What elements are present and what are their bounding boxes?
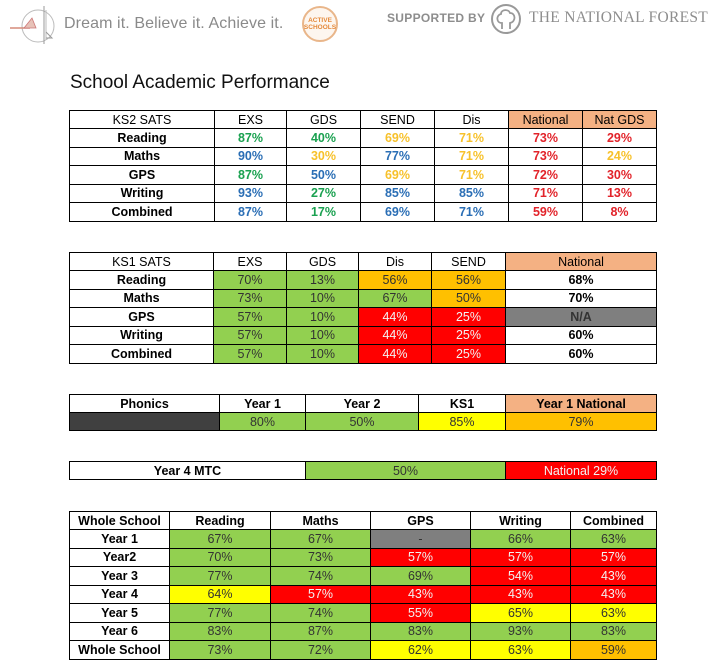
table-cell: 87% — [271, 622, 371, 641]
table-cell: 83% — [170, 622, 271, 641]
column-header: Year 1 National — [506, 395, 657, 413]
table-cell: 67% — [271, 530, 371, 549]
column-header: Maths — [271, 512, 371, 530]
table-cell: 73% — [271, 548, 371, 567]
table-cell: 85% — [435, 184, 509, 203]
column-header: KS1 SATS — [70, 253, 214, 271]
table-cell: 73% — [214, 289, 287, 308]
table-cell: 57% — [571, 548, 657, 567]
active-logo-line-2: SCHOOLS — [303, 24, 337, 31]
table-cell: 93% — [215, 184, 287, 203]
table-cell: - — [371, 530, 471, 549]
table-cell: 74% — [271, 604, 371, 623]
school-logo-icon — [8, 4, 60, 46]
table-row — [70, 530, 657, 549]
table-header-row — [70, 512, 657, 530]
column-header: KS2 SATS — [70, 111, 215, 129]
table-cell: 43% — [571, 585, 657, 604]
tree-icon — [490, 3, 522, 35]
column-header: Reading — [170, 512, 271, 530]
table-cell: 50% — [306, 462, 506, 480]
table-row — [70, 308, 657, 327]
table-row — [70, 622, 657, 641]
table-cell: 74% — [271, 567, 371, 586]
table-cell: 10% — [287, 345, 359, 364]
table-cell: 57% — [271, 585, 371, 604]
table-row — [70, 462, 657, 480]
table-row — [70, 184, 657, 203]
table-cell: 63% — [571, 604, 657, 623]
table-cell: 69% — [371, 567, 471, 586]
table-cell: 87% — [215, 129, 287, 148]
table-cell: 69% — [361, 166, 435, 185]
table-cell: 44% — [359, 345, 432, 364]
supported-by-label: SUPPORTED BY — [387, 11, 486, 25]
table-cell: 70% — [506, 289, 657, 308]
column-header: EXS — [215, 111, 287, 129]
table-row — [70, 203, 657, 222]
table-cell: 90% — [215, 147, 287, 166]
partner-name: THE NATIONAL FOREST — [529, 9, 709, 26]
table-cell: 24% — [583, 147, 657, 166]
table-cell: 57% — [214, 326, 287, 345]
table-cell: 77% — [170, 604, 271, 623]
table-cell: 50% — [432, 289, 506, 308]
column-header: Writing — [471, 512, 571, 530]
table-cell: 59% — [509, 203, 583, 222]
column-header: GDS — [287, 111, 361, 129]
row-label: Whole School — [70, 641, 170, 660]
table-cell: 27% — [287, 184, 361, 203]
table-cell: 17% — [287, 203, 361, 222]
table-cell: 87% — [215, 166, 287, 185]
row-label: Year2 — [70, 548, 170, 567]
column-header: Year 2 — [306, 395, 419, 413]
phonics-table — [69, 394, 657, 431]
table-header-row — [70, 395, 657, 413]
table-row — [70, 129, 657, 148]
table-cell: 67% — [359, 289, 432, 308]
table-cell: 44% — [359, 308, 432, 327]
table-cell: 57% — [371, 548, 471, 567]
table-row — [70, 147, 657, 166]
table-cell: 43% — [471, 585, 571, 604]
table-cell: 56% — [359, 271, 432, 290]
table-cell: 62% — [371, 641, 471, 660]
empty-cell — [70, 413, 220, 431]
row-label: Year 1 — [70, 530, 170, 549]
table-row — [70, 585, 657, 604]
table-cell: 64% — [170, 585, 271, 604]
table-cell: 30% — [583, 166, 657, 185]
table-cell: 71% — [435, 129, 509, 148]
column-header: Whole School — [70, 512, 170, 530]
row-label: Maths — [70, 289, 214, 308]
row-label: Writing — [70, 184, 215, 203]
row-label: Year 4 — [70, 585, 170, 604]
table-cell: 68% — [506, 271, 657, 290]
table-cell: 83% — [571, 622, 657, 641]
table-cell: 30% — [287, 147, 361, 166]
table-cell: 71% — [435, 166, 509, 185]
row-label: Combined — [70, 203, 215, 222]
table-cell: 50% — [287, 166, 361, 185]
table-cell: 67% — [170, 530, 271, 549]
table-cell: 57% — [214, 345, 287, 364]
active-logo-line-1: ACTIVE — [308, 17, 332, 24]
table-cell: 44% — [359, 326, 432, 345]
table-cell: 83% — [371, 622, 471, 641]
table-cell: 69% — [361, 203, 435, 222]
table-cell: 85% — [361, 184, 435, 203]
table-cell: 77% — [361, 147, 435, 166]
table-cell: 60% — [506, 345, 657, 364]
row-label: Year 4 MTC — [70, 462, 306, 480]
column-header: National — [506, 253, 657, 271]
table-cell: 80% — [220, 413, 306, 431]
table-cell: 29% — [583, 129, 657, 148]
table-cell: 77% — [170, 567, 271, 586]
table-cell: 72% — [509, 166, 583, 185]
row-label: GPS — [70, 166, 215, 185]
table-cell: 8% — [583, 203, 657, 222]
table-cell: 55% — [371, 604, 471, 623]
table-cell: 13% — [583, 184, 657, 203]
column-header: Phonics — [70, 395, 220, 413]
table-row — [70, 271, 657, 290]
column-header: Combined — [571, 512, 657, 530]
table-cell: 25% — [432, 308, 506, 327]
table-row — [70, 604, 657, 623]
row-label: Year 3 — [70, 567, 170, 586]
tagline: Dream it. Believe it. Achieve it. — [64, 15, 284, 32]
table-cell: 59% — [571, 641, 657, 660]
table-cell: 70% — [170, 548, 271, 567]
page-header — [0, 0, 714, 50]
column-header: GPS — [371, 512, 471, 530]
row-label: Reading — [70, 271, 214, 290]
column-header: SEND — [432, 253, 506, 271]
table-cell: 71% — [435, 203, 509, 222]
table-row — [70, 345, 657, 364]
table-cell: 25% — [432, 345, 506, 364]
table-cell: 73% — [509, 129, 583, 148]
table-cell: 71% — [435, 147, 509, 166]
table-cell: 93% — [471, 622, 571, 641]
table-cell: 10% — [287, 326, 359, 345]
table-cell: 70% — [214, 271, 287, 290]
table-cell: 57% — [214, 308, 287, 327]
table-cell: 43% — [371, 585, 471, 604]
table-cell: 71% — [509, 184, 583, 203]
column-header: Dis — [435, 111, 509, 129]
table-cell: 54% — [471, 567, 571, 586]
table-cell: 63% — [571, 530, 657, 549]
table-cell: 50% — [306, 413, 419, 431]
table-row — [70, 413, 657, 431]
table-cell: 73% — [509, 147, 583, 166]
table-row — [70, 166, 657, 185]
row-label: Combined — [70, 345, 214, 364]
row-label: Writing — [70, 326, 214, 345]
table-cell: 65% — [471, 604, 571, 623]
row-label: Year 6 — [70, 622, 170, 641]
column-header: GDS — [287, 253, 359, 271]
row-label: GPS — [70, 308, 214, 327]
table-cell: 10% — [287, 308, 359, 327]
table-header-row — [70, 111, 657, 129]
table-cell: 79% — [506, 413, 657, 431]
table-cell: 40% — [287, 129, 361, 148]
table-cell: 43% — [571, 567, 657, 586]
ks2-sats-table — [69, 110, 657, 222]
table-cell: 25% — [432, 326, 506, 345]
table-cell: 10% — [287, 289, 359, 308]
table-cell: 85% — [419, 413, 506, 431]
table-cell: 69% — [361, 129, 435, 148]
table-cell: 73% — [170, 641, 271, 660]
column-header: Year 1 — [220, 395, 306, 413]
table-cell: N/A — [506, 308, 657, 327]
mtc-table — [69, 461, 657, 480]
table-row — [70, 326, 657, 345]
table-row — [70, 567, 657, 586]
table-row — [70, 641, 657, 660]
active-schools-logo — [302, 6, 338, 42]
page-title: School Academic Performance — [70, 72, 330, 93]
row-label: Year 5 — [70, 604, 170, 623]
column-header: KS1 — [419, 395, 506, 413]
row-label: Reading — [70, 129, 215, 148]
table-cell: 56% — [432, 271, 506, 290]
table-cell: 57% — [471, 548, 571, 567]
column-header: EXS — [214, 253, 287, 271]
table-header-row — [70, 253, 657, 271]
table-row — [70, 548, 657, 567]
column-header: SEND — [361, 111, 435, 129]
ks1-sats-table — [69, 252, 657, 364]
table-cell: 66% — [471, 530, 571, 549]
column-header: National — [509, 111, 583, 129]
table-cell: National 29% — [506, 462, 657, 480]
table-cell: 60% — [506, 326, 657, 345]
column-header: Nat GDS — [583, 111, 657, 129]
table-cell: 63% — [471, 641, 571, 660]
table-cell: 87% — [215, 203, 287, 222]
row-label: Maths — [70, 147, 215, 166]
column-header: Dis — [359, 253, 432, 271]
table-row — [70, 289, 657, 308]
table-cell: 72% — [271, 641, 371, 660]
whole-school-table — [69, 511, 657, 660]
table-cell: 13% — [287, 271, 359, 290]
